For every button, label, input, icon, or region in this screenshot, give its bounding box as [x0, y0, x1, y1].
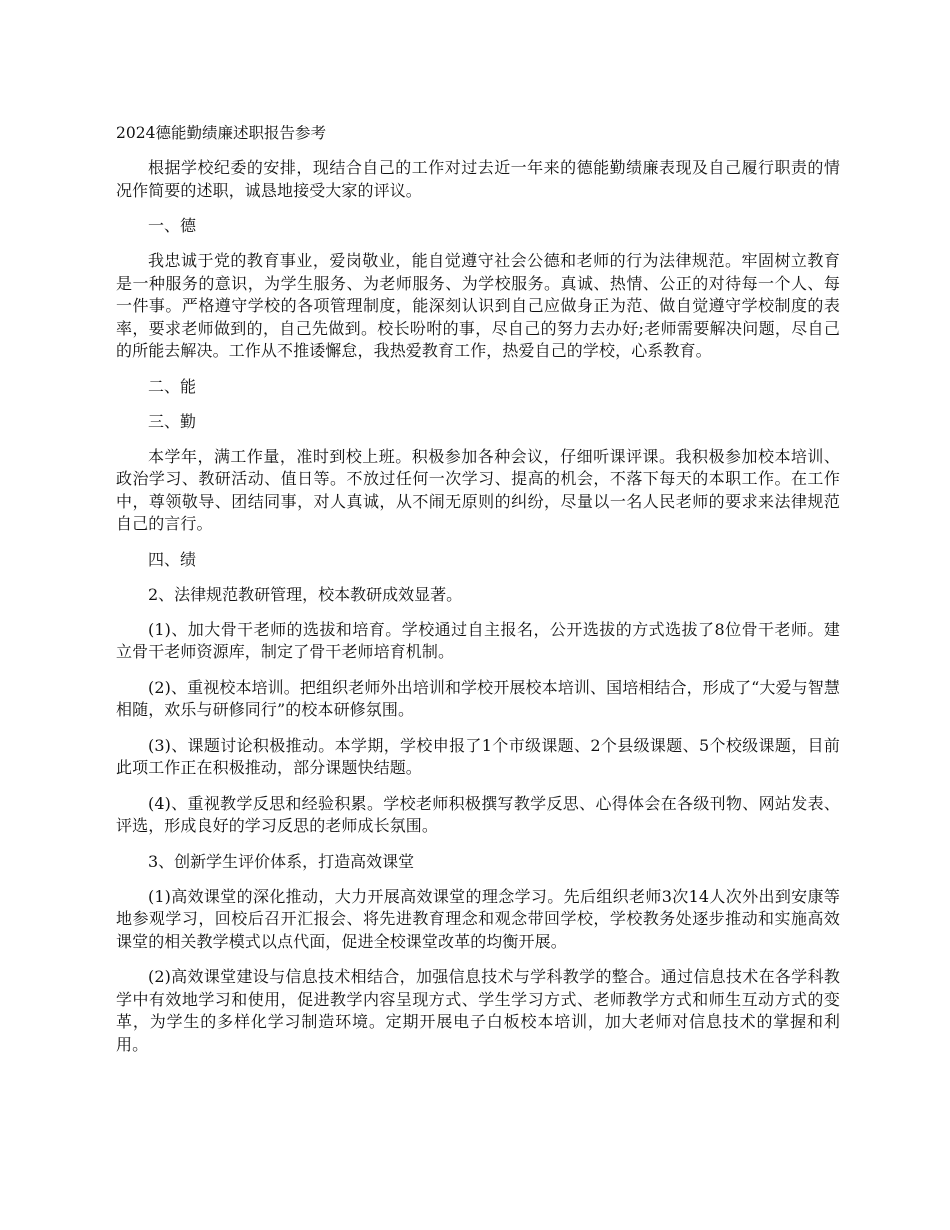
- document-page: [116, 122, 840, 1069]
- subsection-3-item-2: (2)高效课堂建设与信息技术相结合，加强信息技术与学科教学的整合。通过信息技术在各学科教学中有效地学习和使用，促进教学内容呈现方式、学生学习方式、老师教学方式和师生互动方式的变革，为学生的多样化学习制造环境。定期开展电子白板校本培训，加大老师对信息技术的掌握和利用。: [116, 967, 840, 1054]
- subsection-2-item-2: (2)、重视校本培训。把组织老师外出培训和学校开展校本培训、国培相结合，形成了“大爱与智慧相随，欢乐与研修同行”的校本研修氛围。: [116, 677, 840, 719]
- subsection-2-item-3: (3)、课题讨论积极推动。本学期，学校申报了1个市级课题、2个县级课题、5个校级课题，目前此项工作正在积极推动，部分课题快结题。: [116, 735, 840, 777]
- section-heading-qin: 三、勤: [148, 411, 197, 431]
- subsection-heading-3: 3、创新学生评价体系，打造高效课堂: [148, 851, 415, 871]
- section-heading-neng: 二、能: [148, 376, 197, 396]
- subsection-3-item-1: (1)高效课堂的深化推动，大力开展高效课堂的理念学习。先后组织老师3次14人次外出到安康等地参观学习，回校后召开汇报会、将先进教育理念和观念带回学校，学校教务处逐步推动和实施高效课堂的相关教学模式以点代面，促进全校课堂改革的均衡开展。: [116, 886, 840, 951]
- section-heading-ji: 四、绩: [148, 549, 197, 569]
- section-body-de: 我忠诚于党的教育事业，爱岗敬业，能自觉遵守社会公德和老师的行为法律规范。牢固树立教育是一种服务的意识，为学生服务、为老师服务、为学校服务。真诚、热情、公正的对待每一个人、每一件事。严格遵守学校的各项管理制度，能深刻认识到自己应做身正为范、做自觉遵守学校制度的表率，要求老师做到的，自己先做到。校长吩咐的事，尽自己的努力去办好;老师需要解决问题，尽自己的所能去解决。工作从不推诿懈怠，我热爱教育工作，热爱自己的学校，心系教育。: [116, 251, 840, 360]
- subsection-2-item-4: (4)、重视教学反思和经验积累。学校老师积极撰写教学反思、心得体会在各级刊物、网站发表、评选，形成良好的学习反思的老师成长氛围。: [116, 793, 840, 835]
- document-title: 2024德能勤绩廉述职报告参考: [116, 124, 326, 142]
- intro-paragraph: 根据学校纪委的安排，现结合自己的工作对过去近一年来的德能勤绩廉表现及自己履行职责的情况作简要的述职，诚恳地接受大家的评议。: [116, 158, 840, 200]
- subsection-heading-2: 2、法律规范教研管理，校本教研成效显著。: [148, 584, 463, 604]
- subsection-2-item-1: (1)、加大骨干老师的选拔和培育。学校通过自主报名，公开选拔的方式选拔了8位骨干老师。建立骨干老师资源库，制定了骨干老师培育机制。: [116, 619, 840, 661]
- section-body-qin: 本学年，满工作量，准时到校上班。积极参加各种会议，仔细听课评课。我积极参加校本培训、政治学习、教研活动、值日等。不放过任何一次学习、提高的机会，不落下每天的本职工作。在工作中，尊领敬导、团结同事，对人真诚，从不闹无原则的纠纷，尽量以一名人民老师的要求来法律规范自己的言行。: [116, 446, 840, 533]
- section-heading-de: 一、德: [148, 216, 197, 235]
